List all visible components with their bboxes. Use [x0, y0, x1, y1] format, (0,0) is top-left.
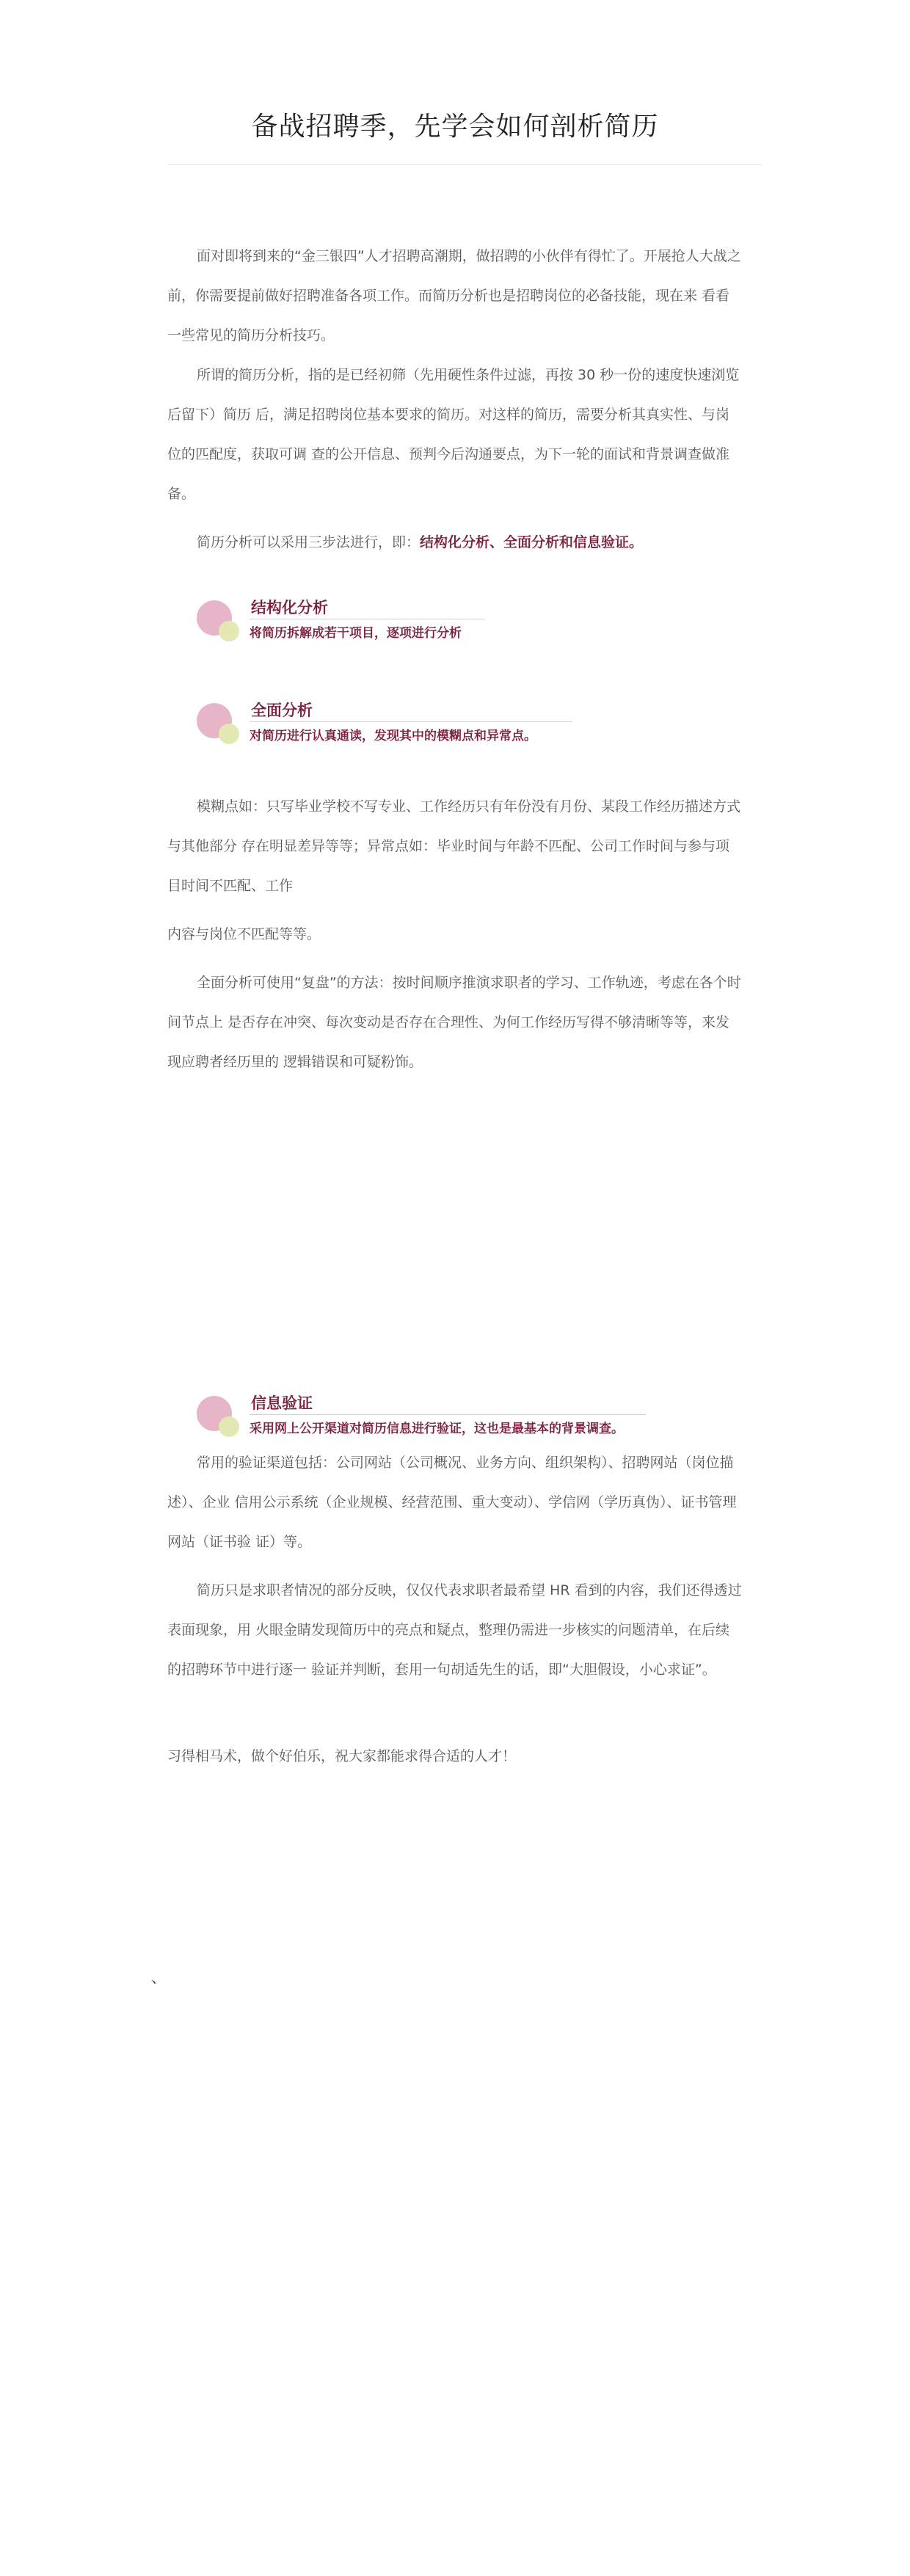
paragraph-closing: 习得相马术，做个好伯乐，祝大家都能求得合适的人才！: [167, 1748, 517, 1764]
section-underline: [250, 721, 572, 722]
section-title-verify: 信息验证: [251, 1394, 313, 1412]
article-title: 备战招聘季，先学会如何剖析简历: [251, 112, 659, 142]
paragraph-summary: 简历只是求职者情况的部分反映，仅仅代表求职者最希望 HR 看到的内容，我们还得透过表面现象，用 火眼金睛发现简历中的亮点和疑点，整理仍需进一步核实的问题清单，在后续的招聘环节中进行逐一 验证并判断，套用一句胡适先生的话，即“大胆假设，小心求证”。: [167, 1582, 742, 1678]
three-steps-prefix: 简历分析可以采用三步法进行，即：: [197, 534, 421, 550]
section-underline: [250, 1414, 646, 1415]
section-card-structured: [197, 594, 608, 646]
paragraph-definition: 所谓的简历分析，指的是已经初筛（先用硬性条件过滤，再按 30 秒一份的速度快速浏览后留下）简历 后，满足招聘岗位基本要求的简历。对这样的简历，需要分析其真实性、与岗位的匹配度，获取可调 查的公开信息、预判今后沟通要点，为下一轮的面试和背景调查做准备。: [167, 367, 740, 502]
paragraph-fuzzy-continued: 内容与岗位不匹配等等。: [167, 926, 321, 942]
section-subtitle-structured: 将简历拆解成若干项目，逐项进行分析: [250, 626, 462, 641]
section-subtitle-full: 对简历进行认真通读，发现其中的模糊点和异常点。: [250, 729, 536, 743]
paragraph-intro: 面对即将到来的“金三银四”人才招聘高潮期，做招聘的小伙伴有得忙了。开展抢人大战之前，你需要提前做好招聘准备各项工作。而简历分析也是招聘岗位的必备技能，现在来 看看一些常见的简历分析技巧。: [167, 248, 741, 343]
green-circle-icon: [219, 1416, 239, 1437]
section-card-verify: [197, 1390, 624, 1441]
paragraph-three-steps: [167, 523, 743, 562]
green-circle-icon: [219, 724, 239, 744]
green-circle-icon: [219, 621, 239, 641]
stray-punctuation: 、: [151, 1968, 166, 1986]
title-divider: [167, 164, 762, 165]
section-subtitle-verify: 采用网上公开渠道对简历信息进行验证，这也是最基本的背景调查。: [250, 1422, 624, 1436]
three-steps-highlight: 结构化分析、全面分析和信息验证。: [420, 534, 644, 550]
paragraph-verify-channels: 常用的验证渠道包括：公司网站（公司概况、业务方向、组织架构）、招聘网站（岗位描述）、企业 信用公示系统（企业规模、经营范围、重大变动）、学信网（学历真伪）、证书管理网站（证书验 证）等。: [167, 1455, 737, 1550]
section-card-full: [197, 697, 608, 749]
section-title-full: 全面分析: [251, 702, 313, 719]
section-title-structured: 结构化分析: [251, 599, 328, 616]
paragraph-fuzzy-points: 模糊点如：只写毕业学校不写专业、工作经历只有年份没有月份、某段工作经历描述方式与其他部分 存在明显差异等等；异常点如：毕业时间与年龄不匹配、公司工作时间与参与项目时间不匹配、工作: [167, 798, 741, 894]
paragraph-review-method: 全面分析可使用“复盘”的方法：按时间顺序推演求职者的学习、工作轨迹，考虑在各个时间节点上 是否存在冲突、每次变动是否存在合理性、为何工作经历写得不够清晰等等，来发现应聘者经历里的 逻辑错误和可疑粉饰。: [167, 975, 741, 1070]
